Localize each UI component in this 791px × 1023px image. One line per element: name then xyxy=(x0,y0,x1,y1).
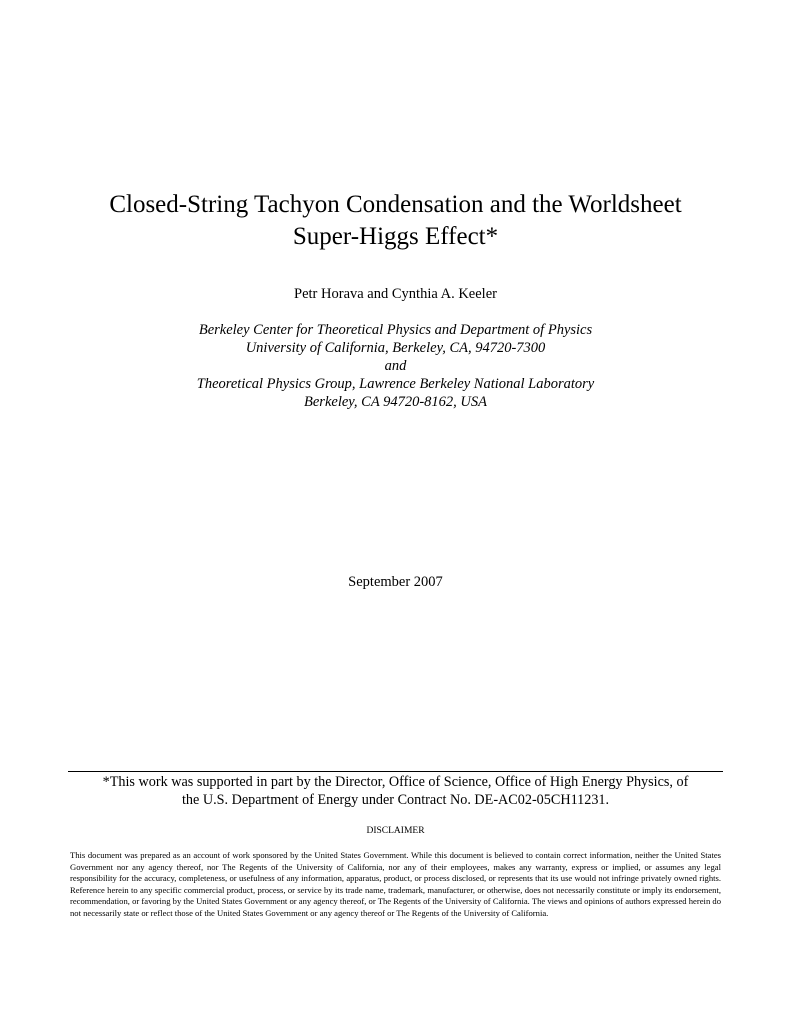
affiliation-line-3: Theoretical Physics Group, Lawrence Berkeley National Laboratory xyxy=(196,376,595,392)
affiliation-block xyxy=(0,321,791,411)
publication-date: September 2007 xyxy=(348,574,443,590)
paper-title xyxy=(60,189,731,253)
affiliation-conjunction: and xyxy=(384,358,407,374)
author-list: Petr Horava and Cynthia A. Keeler xyxy=(294,286,497,302)
footnote-line-1: *This work was supported in part by the Director, Office of Science, Office of High Energy Physics, of xyxy=(102,774,689,790)
footnote-divider xyxy=(68,771,723,772)
affiliation-line-4: Berkeley, CA 94720-8162, USA xyxy=(304,394,487,410)
title-line-2: Super-Higgs Effect* xyxy=(292,223,499,250)
affiliation-line-2: University of California, Berkeley, CA, 94720-7300 xyxy=(245,340,546,356)
footnote-line-2: the U.S. Department of Energy under Contract No. DE-AC02-05CH11231. xyxy=(181,792,610,808)
funding-footnote xyxy=(68,773,723,809)
title-line-1: Closed-String Tachyon Condensation and the Worldsheet xyxy=(109,191,682,218)
disclaimer-text: This document was prepared as an account of work sponsored by the United States Government. While this document is believed to contain correct information, neither the United States Government nor any agency thereof, nor The Regents of the University of California, nor any of their employees, makes any warranty, express or implied, or assumes any legal responsibility for the accuracy, completeness, or usefulness of any information, apparatus, product, or process disclosed, or represents that its use would not infringe privately owned rights. Reference herein to any specific commercial product, process, or service by its trade name, trademark, manufacturer, or otherwise, does not necessarily constitute or imply its endorsement, recommendation, or favoring by the United States Government or any agency thereof, or The Regents of the University of California. The views and opinions of authors expressed herein do not necessarily state or reflect those of the United States Government or any agency thereof or The Regents of the University of California. xyxy=(70,850,721,918)
affiliation-line-1: Berkeley Center for Theoretical Physics and Department of Physics xyxy=(198,322,593,338)
disclaimer-heading: DISCLAIMER xyxy=(366,826,425,836)
